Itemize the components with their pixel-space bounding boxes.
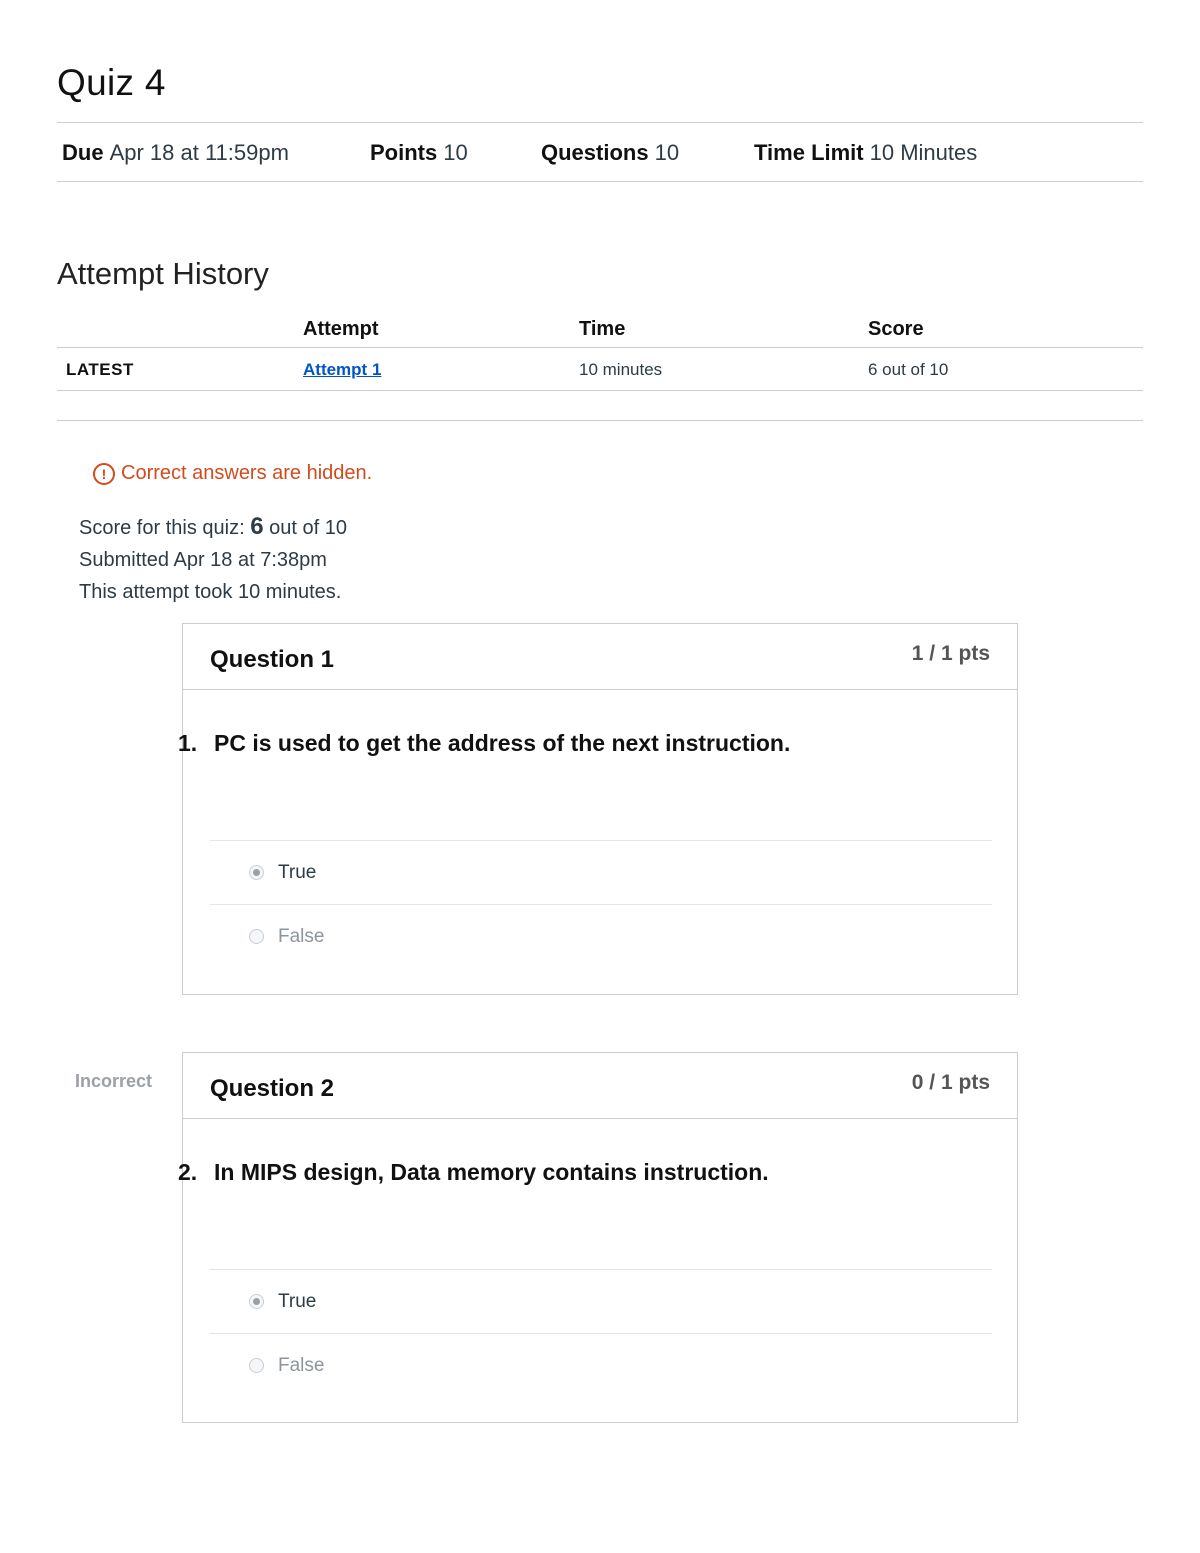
points — [370, 140, 468, 166]
table-header-row — [57, 312, 1143, 348]
score-prefix: Score for this quiz: — [79, 517, 251, 539]
questions-value: 10 — [654, 140, 680, 165]
question-1-card — [178, 623, 1018, 995]
question-title: Question 2 — [210, 1075, 335, 1102]
answer-label: True — [278, 1291, 317, 1312]
quiz-summary — [79, 511, 347, 608]
quiz-score — [79, 511, 347, 544]
points-value: 10 — [443, 140, 468, 165]
question-points: 1 / 1 pts — [911, 642, 990, 665]
attempt-history-title: Attempt History — [57, 256, 269, 291]
time-limit — [754, 140, 977, 166]
question-header — [183, 624, 1017, 690]
time-limit-label: Time Limit — [754, 140, 864, 165]
quiz-meta-bar — [57, 122, 1143, 182]
attempt-1-link[interactable]: Attempt 1 — [303, 360, 382, 379]
due-label: Due — [62, 140, 104, 165]
answer-option-false[interactable] — [210, 905, 992, 969]
question-header — [183, 1053, 1017, 1119]
submitted-time: Submitted Apr 18 at 7:38pm — [79, 549, 327, 571]
header-attempt: Attempt — [303, 318, 379, 340]
attempt-history-table — [57, 312, 1143, 391]
header-score: Score — [868, 318, 924, 340]
question-text — [178, 730, 790, 757]
questions-label: Questions — [541, 140, 649, 165]
question-2-card — [178, 1052, 1018, 1423]
questions-count — [541, 140, 679, 166]
due-date — [62, 140, 289, 166]
incorrect-badge: Incorrect — [75, 1071, 153, 1091]
answer-label: True — [278, 862, 317, 883]
radio-selected[interactable] — [249, 865, 264, 880]
answer-list — [210, 840, 992, 969]
header-time: Time — [579, 318, 626, 340]
radio-unselected[interactable] — [249, 1358, 264, 1373]
points-label: Points — [370, 140, 438, 165]
radio-selected[interactable] — [249, 1294, 264, 1309]
exclamation-circle-icon: ! — [93, 463, 115, 485]
attempt-duration: This attempt took 10 minutes. — [79, 581, 342, 603]
answer-label: False — [278, 1355, 325, 1376]
answer-option-true[interactable] — [210, 1270, 992, 1334]
question-text — [178, 1159, 769, 1186]
section-divider — [57, 420, 1143, 421]
radio-unselected[interactable] — [249, 929, 264, 944]
score-value: 6 — [250, 513, 264, 540]
answer-option-true[interactable] — [210, 841, 992, 905]
score-suffix: out of 10 — [263, 517, 347, 539]
answer-label: False — [278, 926, 325, 947]
latest-badge: LATEST — [66, 360, 134, 379]
question-prompt: PC is used to get the address of the next instruction. — [214, 730, 791, 756]
due-value: Apr 18 at 11:59pm — [109, 140, 289, 165]
notice-text: Correct answers are hidden. — [121, 462, 373, 484]
attempt-score: 6 out of 10 — [868, 360, 949, 379]
table-row — [57, 348, 1143, 391]
answer-option-false[interactable] — [210, 1334, 992, 1398]
answer-list — [210, 1269, 992, 1398]
question-number: 1. — [178, 730, 198, 756]
page-title: Quiz 4 — [57, 62, 166, 103]
question-prompt: In MIPS design, Data memory contains instruction. — [214, 1159, 769, 1185]
question-number: 2. — [178, 1159, 198, 1185]
attempt-time: 10 minutes — [579, 360, 663, 379]
question-points: 0 / 1 pts — [911, 1071, 990, 1094]
time-limit-value: 10 Minutes — [869, 140, 978, 165]
question-title: Question 1 — [210, 646, 335, 673]
correct-answers-hidden-notice — [93, 462, 372, 485]
